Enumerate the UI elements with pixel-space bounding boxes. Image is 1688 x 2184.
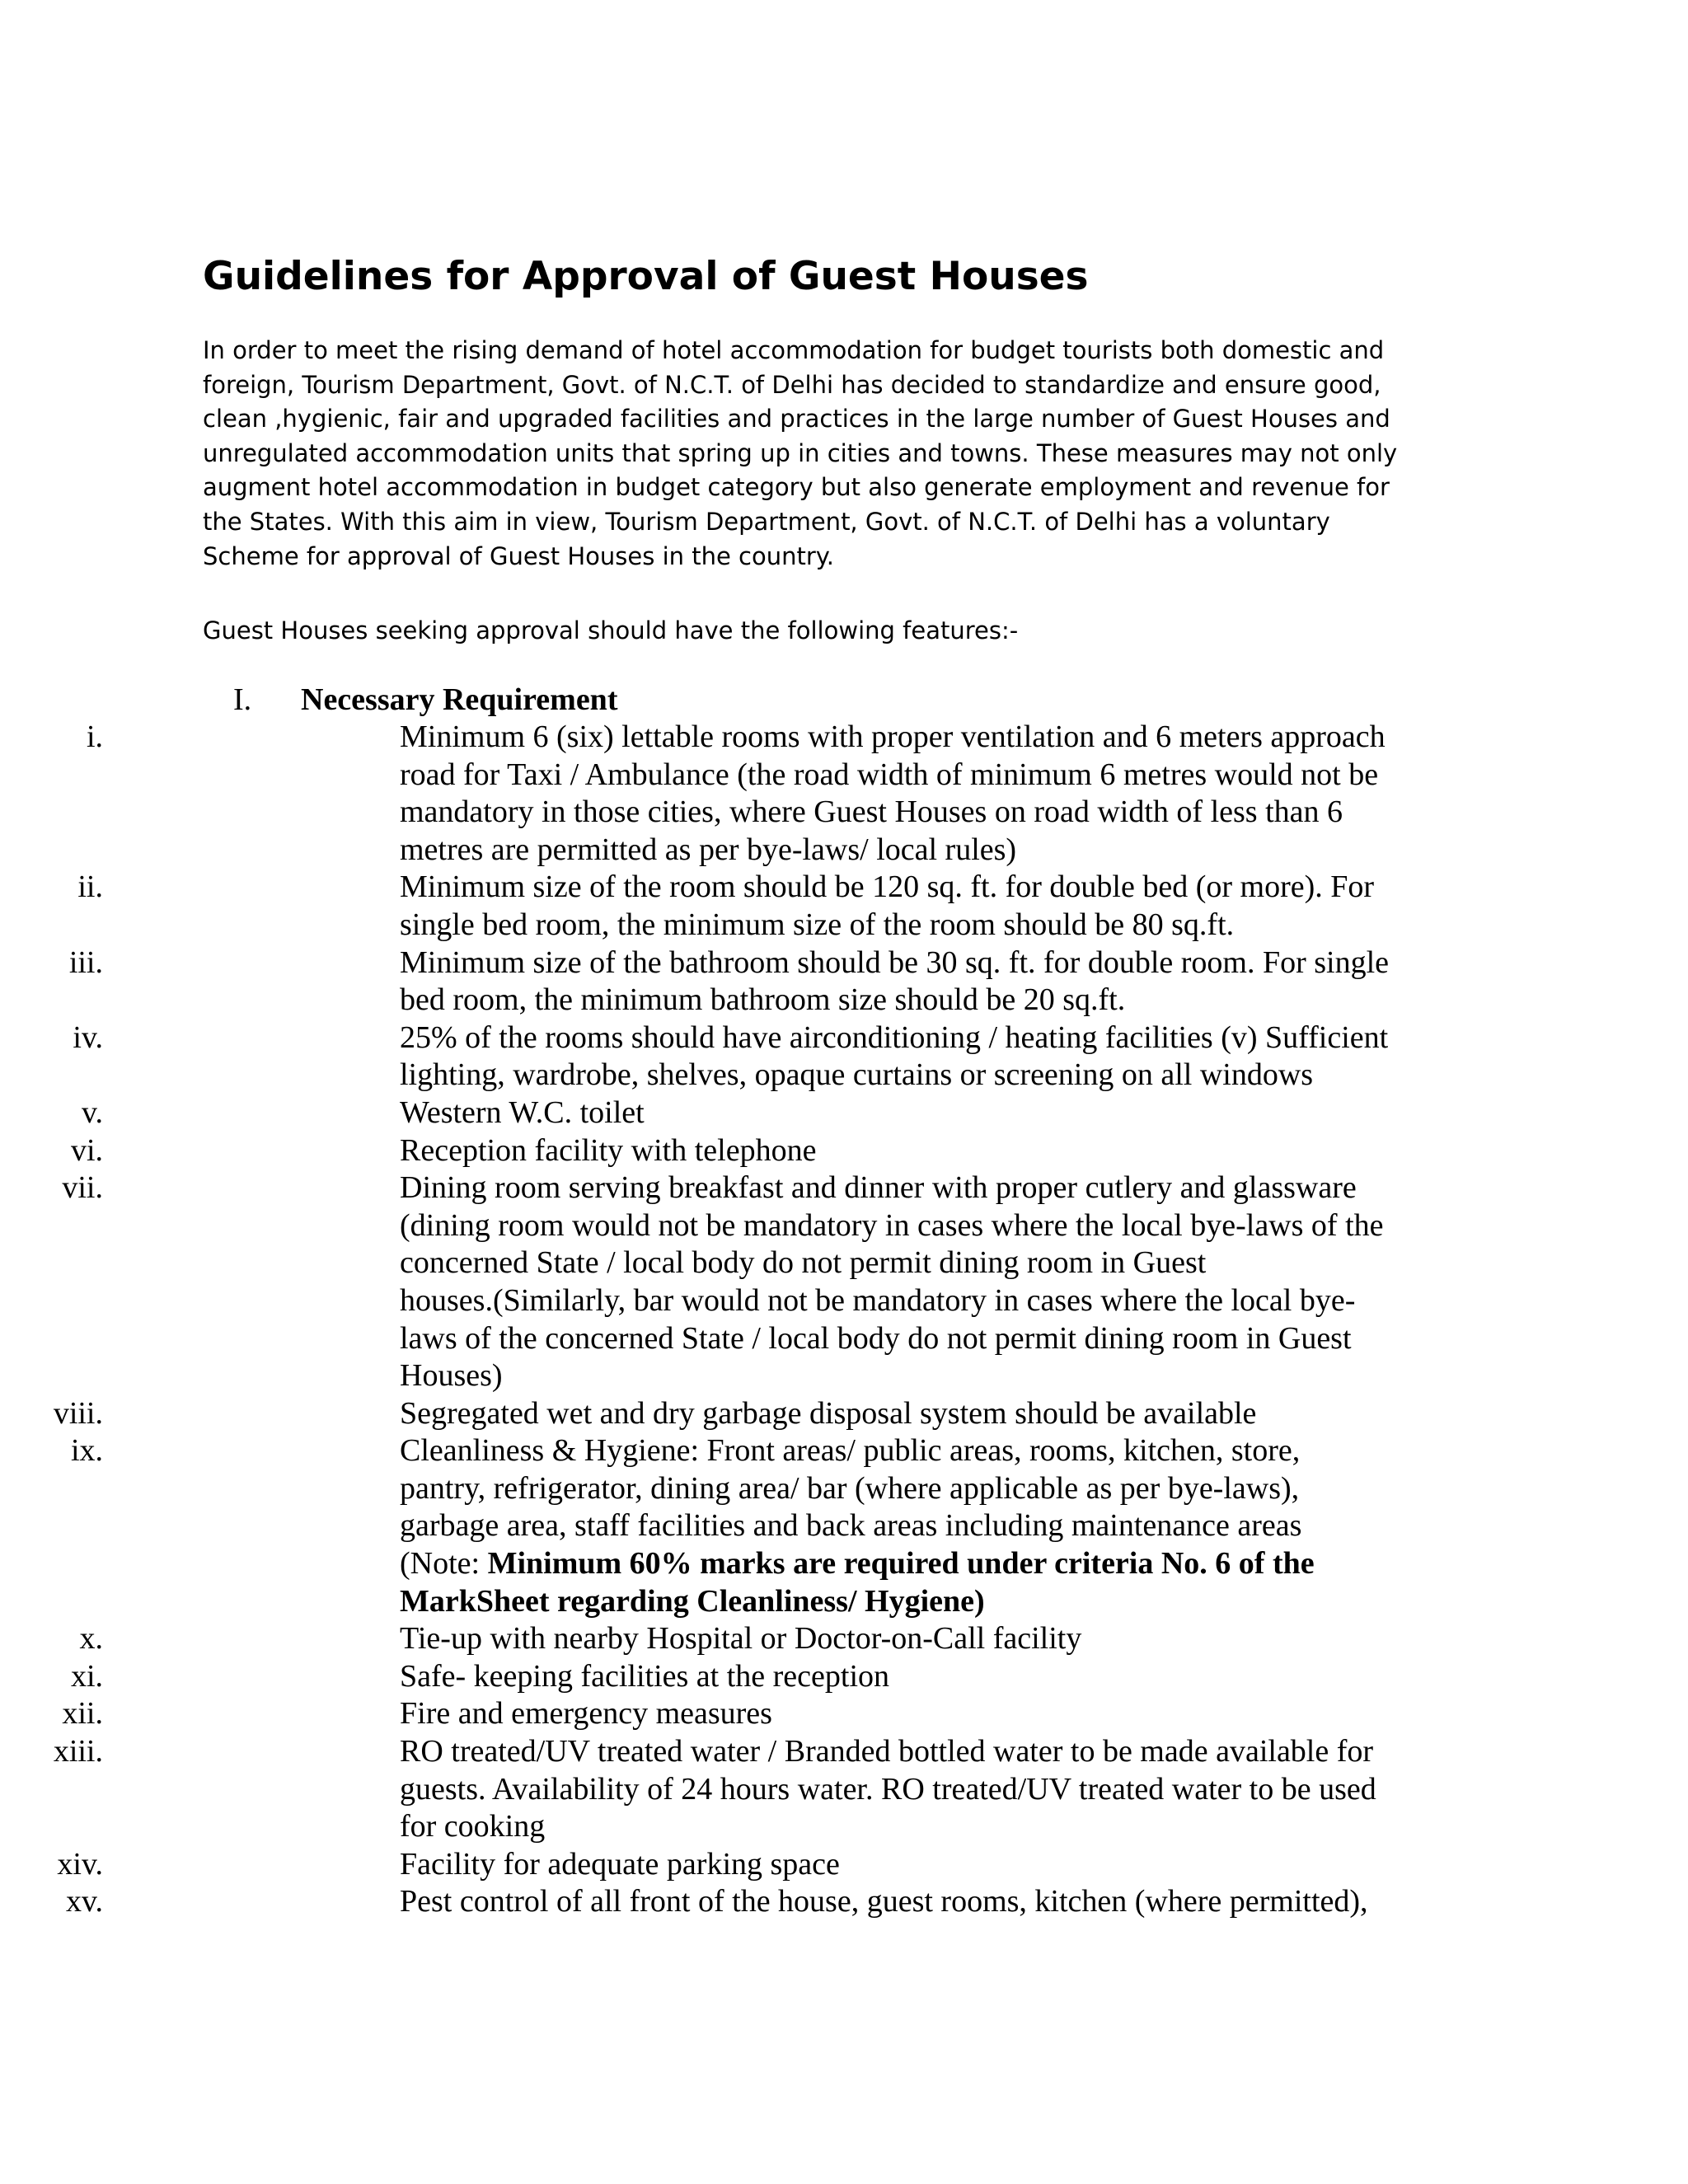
list-item	[0, 1395, 1438, 1433]
list-item	[0, 1132, 1438, 1170]
list-item	[0, 944, 1438, 1019]
item-text: for cooking	[400, 1809, 546, 1844]
item-text: Segregated wet and dry garbage disposal system should be available	[400, 1395, 1257, 1431]
item-number: vii.	[62, 1170, 103, 1206]
intro-line: augment hotel accommodation in budget category but also generate employment and revenue for	[203, 473, 1390, 502]
item-text: road for Taxi / Ambulance (the road width of minimum 6 metres would not be	[400, 757, 1379, 792]
item-text: Safe- keeping facilities at the reception	[400, 1658, 890, 1694]
item-text: (dining room would not be mandatory in cases where the local bye-laws of the	[400, 1207, 1384, 1243]
item-number: viii.	[53, 1395, 103, 1431]
list-item	[0, 1846, 1438, 1884]
item-text: Houses)	[400, 1358, 503, 1394]
item-text: bed room, the minimum bathroom size should be 20 sq.ft.	[400, 982, 1126, 1018]
list-item	[0, 1094, 1438, 1132]
item-text: laws of the concerned State / local body do not permit dining room in Guest	[400, 1320, 1352, 1356]
item-text: mandatory in those cities, where Guest Houses on road width of less than 6	[400, 794, 1343, 830]
item-number: xiii.	[53, 1734, 103, 1769]
item-text: garbage area, staff facilities and back areas including maintenance areas	[400, 1508, 1302, 1544]
intro-line: clean ,hygienic, fair and upgraded facilities and practices in the large number of Guest Houses and	[203, 405, 1390, 434]
item-text: 25% of the rooms should have airconditioning / heating facilities (v) Sufficient	[400, 1019, 1389, 1055]
note-bold-text: MarkSheet regarding Cleanliness/ Hygiene)	[400, 1583, 985, 1619]
item-text: Cleanliness & Hygiene: Front areas/ public areas, rooms, kitchen, store,	[400, 1433, 1301, 1469]
section-heading	[0, 681, 1688, 719]
item-number: vi.	[70, 1132, 103, 1168]
list-item	[0, 1620, 1438, 1658]
section-number: I.	[233, 682, 252, 717]
item-text: Minimum size of the bathroom should be 30 sq. ft. for double room. For single	[400, 944, 1390, 980]
intro-line: foreign, Tourism Department, Govt. of N.C.T. of Delhi has decided to standardize and ensure good,	[203, 370, 1381, 399]
section-necessary-requirement	[0, 681, 1688, 1921]
item-text: single bed room, the minimum size of the room should be 80 sq.ft.	[400, 907, 1235, 942]
list-item	[0, 1733, 1438, 1846]
item-number: i.	[86, 719, 103, 754]
item-number: iii.	[68, 944, 103, 980]
item-number: xv.	[65, 1884, 103, 1919]
list-item	[0, 719, 1438, 869]
list-item	[0, 1019, 1438, 1094]
item-text: concerned State / local body do not permit dining room in Guest	[400, 1245, 1207, 1281]
item-text: houses.(Similarly, bar would not be mandatory in cases where the local bye-	[400, 1282, 1356, 1318]
item-number: xii.	[62, 1696, 103, 1732]
item-number: iv.	[73, 1019, 103, 1055]
item-text: RO treated/UV treated water / Branded bottled water to be made available for	[400, 1734, 1374, 1769]
list-item	[0, 1658, 1438, 1696]
item-text: Fire and emergency measures	[400, 1696, 772, 1732]
item-text: guests. Availability of 24 hours water. RO treated/UV treated water to be used	[400, 1771, 1376, 1807]
page-title: Guidelines for Approval of Guest Houses	[203, 254, 1089, 299]
item-text: Western W.C. toilet	[400, 1094, 645, 1130]
list-item	[0, 869, 1438, 944]
item-number: x.	[79, 1621, 103, 1657]
item-text: pantry, refrigerator, dining area/ bar (where applicable as per bye-laws),	[400, 1470, 1300, 1506]
note-bold-text: Minimum 60% marks are required under criteria No. 6 of the	[487, 1546, 1315, 1582]
item-number: ii.	[77, 869, 103, 905]
item-text: metres are permitted as per bye-laws/ local rules)	[400, 832, 1017, 867]
list-item	[0, 1432, 1438, 1620]
list-item	[0, 1883, 1438, 1921]
intro-line: unregulated accommodation units that spring up in cities and towns. These measures may not only	[203, 438, 1398, 467]
item-text: Tie-up with nearby Hospital or Doctor-on-Call facility	[400, 1621, 1082, 1657]
list-item	[0, 1169, 1438, 1395]
intro-line: Scheme for approval of Guest Houses in the country.	[203, 541, 835, 570]
item-text: Reception facility with telephone	[400, 1132, 817, 1168]
item-text: Minimum size of the room should be 120 sq. ft. for double bed (or more). For	[400, 869, 1375, 905]
intro-line: the States. With this aim in view, Tourism Department, Govt. of N.C.T. of Delhi has a voluntary	[203, 507, 1330, 536]
item-text: Minimum 6 (six) lettable rooms with proper ventilation and 6 meters approach	[400, 719, 1386, 754]
list-item	[0, 1695, 1438, 1733]
note-line	[400, 1545, 1438, 1583]
item-number: v.	[81, 1094, 103, 1130]
item-number: ix.	[70, 1433, 103, 1469]
item-number: xiv.	[57, 1846, 103, 1882]
item-text: Pest control of all front of the house, guest rooms, kitchen (where permitted),	[400, 1884, 1368, 1919]
features-lead: Guest Houses seeking approval should have the following features:-	[203, 616, 1019, 644]
item-text: lighting, wardrobe, shelves, opaque curtains or screening on all windows	[400, 1057, 1314, 1093]
intro-paragraph	[203, 334, 1489, 574]
item-text: Facility for adequate parking space	[400, 1846, 840, 1882]
section-title: Necessary Requirement	[301, 682, 618, 717]
requirement-list	[0, 719, 1688, 1921]
item-text: Dining room serving breakfast and dinner with proper cutlery and glassware	[400, 1170, 1357, 1206]
item-number: xi.	[70, 1658, 103, 1694]
note-prefix: (Note:	[400, 1546, 488, 1582]
intro-line: In order to meet the rising demand of hotel accommodation for budget tourists both domestic and	[203, 336, 1385, 364]
